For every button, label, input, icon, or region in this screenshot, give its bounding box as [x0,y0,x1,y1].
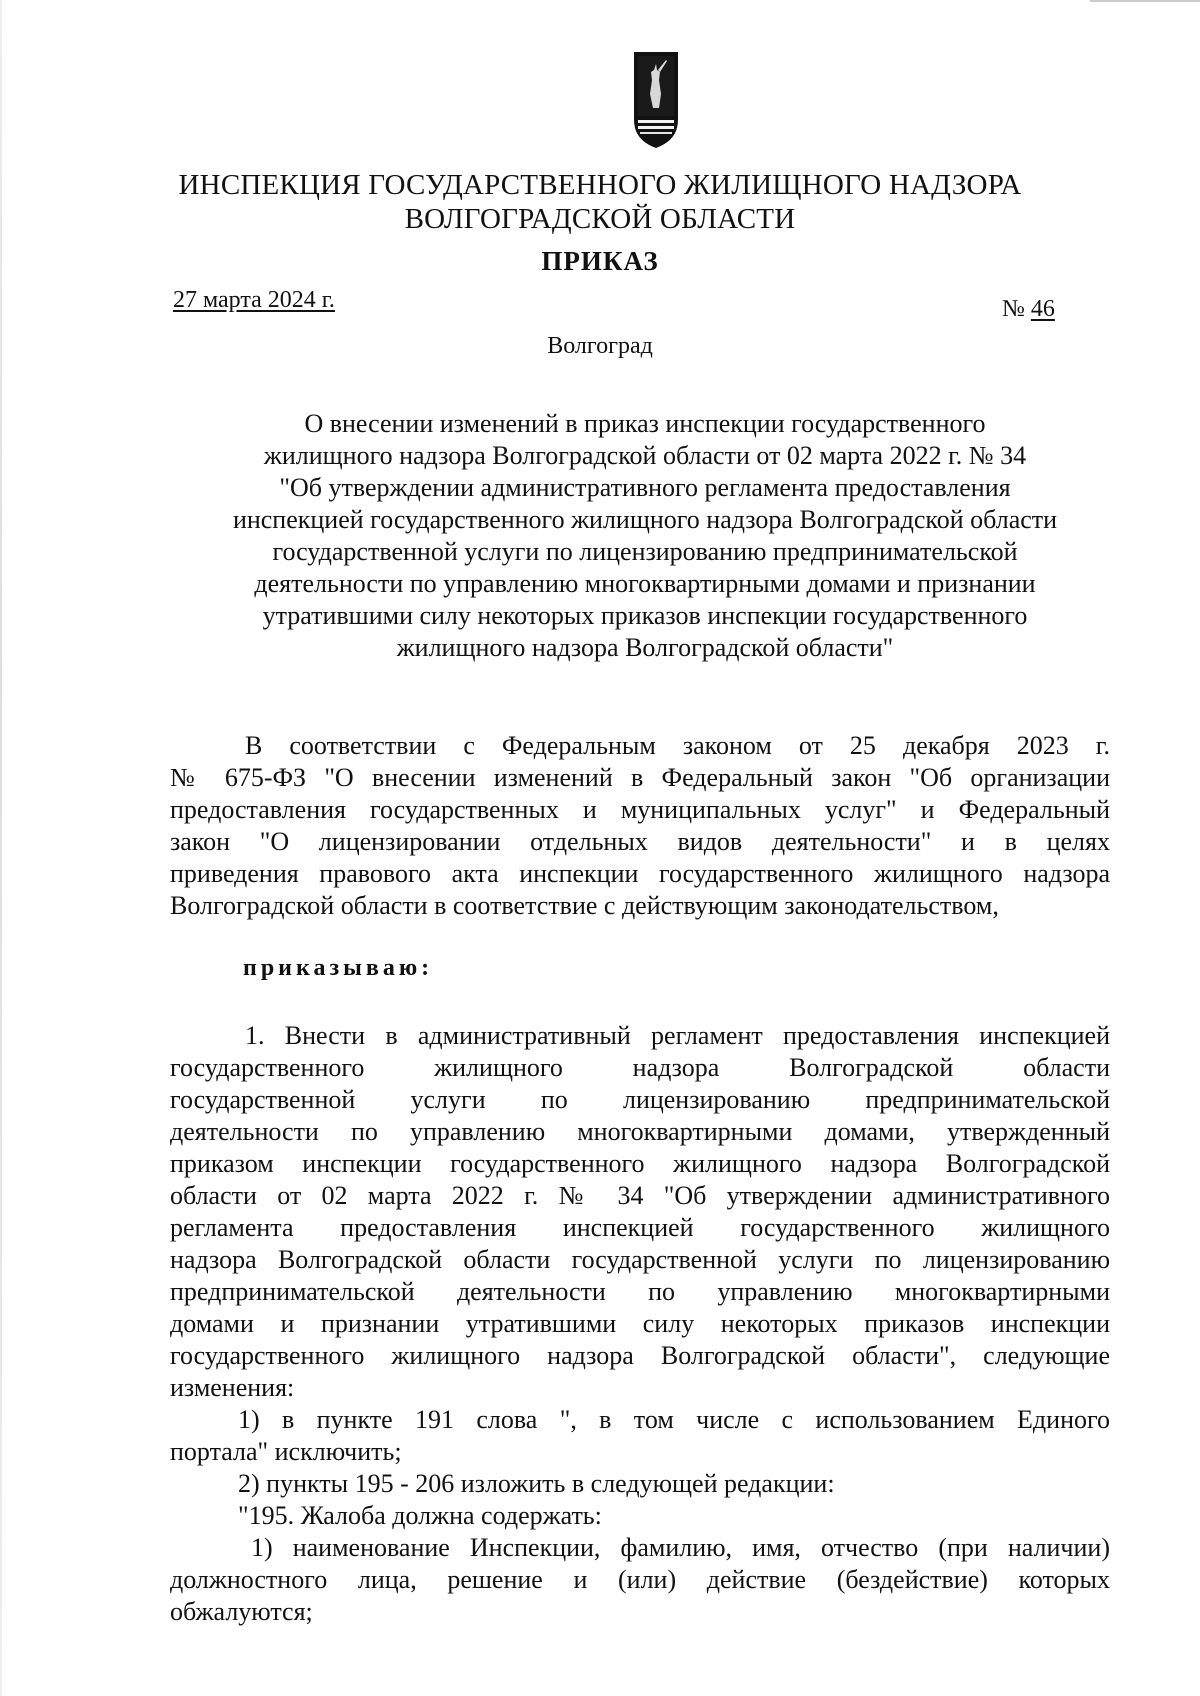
subject-line: жилищного надзора Волгоградской области" [396,633,894,662]
number-value: 46 [1030,296,1055,322]
subject-line: утратившими силу некоторых приказов инспекции государственного [262,601,1028,630]
decree-word: приказываю: [243,955,434,981]
item-line: области от 02 марта 2022 г. № 34 "Об утверждении административного [170,1181,1110,1210]
item-line: изменения: [170,1373,295,1402]
org-name-line-1: ИНСПЕКЦИЯ ГОСУДАРСТВЕННОГО ЖИЛИЩНОГО НАДЗОРА [178,169,1022,201]
preamble-line: Волгоградской области в соответствие с действующим законодательством, [170,891,999,920]
item-line: домами и признании утратившими силу некоторых приказов инспекции [170,1309,1110,1338]
document-city: Волгоград [547,333,653,359]
item-line: приказом инспекции государственного жилищного надзора Волгоградской [170,1149,1110,1178]
preamble-paragraph [170,730,1110,922]
org-name-line-2: ВОЛГОГРАДСКОЙ ОБЛАСТИ [404,203,796,235]
item-line: "195. Жалоба должна содержать: [238,1501,602,1530]
scan-top-mark [1090,0,1200,2]
item-line: 1) наименование Инспекции, фамилию, имя, отчество (при наличии) [251,1533,1110,1562]
preamble-line: В соответствии с Федеральным законом от 25 декабря 2023 г. [245,731,1110,760]
preamble-line: № 675-ФЗ "О внесении изменений в Федеральный закон "Об организации [170,763,1110,792]
order-items [170,1020,1110,1628]
item-line: предпринимательской деятельности по управлению многоквартирными [170,1277,1110,1306]
volgograd-coat-of-arms-icon [632,50,680,150]
item-line: обжалуются; [170,1597,313,1626]
item-line: портала" исключить; [170,1437,402,1466]
item-line: 2) пункты 195 - 206 изложить в следующей редакции: [238,1469,835,1498]
preamble-line: предоставления государственных и муниципальных услуг" и Федеральный [170,795,1110,824]
item-line: 1. Внести в административный регламент предоставления инспекцией [245,1021,1110,1050]
subject-line: инспекцией государственного жилищного надзора Волгоградской области [232,505,1058,534]
document-date: 27 марта 2024 г. [173,287,335,313]
item-line: регламента предоставления инспекцией государственного жилищного [170,1213,1110,1242]
subject-line: деятельности по управлению многоквартирными домами и признании [254,569,1036,598]
subject-line: О внесении изменений в приказ инспекции государственного [304,409,986,438]
item-line: надзора Волгоградской области государственной услуги по лицензированию [170,1245,1110,1274]
item-line: 1) в пункте 191 слова ", в том числе с использованием Единого [238,1405,1110,1434]
document-type-title: ПРИКАЗ [541,246,659,276]
preamble-line: закон "О лицензировании отдельных видов деятельности" и в целях [170,827,1110,856]
item-line: государственного жилищного надзора Волгоградской области", следующие [170,1341,1110,1370]
subject-line: государственной услуги по лицензированию предпринимательской [272,537,1018,566]
subject-line: "Об утверждении административного регламента предоставления [279,473,1011,502]
subject-line: жилищного надзора Волгоградской области от 02 марта 2022 г. № 34 [263,441,1027,470]
number-prefix: № [1002,296,1031,322]
item-line: должностного лица, решение и (или) действие (бездействие) которых [170,1565,1110,1594]
preamble-line: приведения правового акта инспекции государственного жилищного надзора [170,859,1110,888]
item-line: деятельности по управлению многоквартирными домами, утвержденный [170,1117,1110,1146]
item-line: государственного жилищного надзора Волгоградской области [170,1053,1110,1082]
item-line: государственной услуги по лицензированию предпринимательской [170,1085,1110,1114]
document-number [1002,296,1055,323]
document-subject [180,408,1110,664]
